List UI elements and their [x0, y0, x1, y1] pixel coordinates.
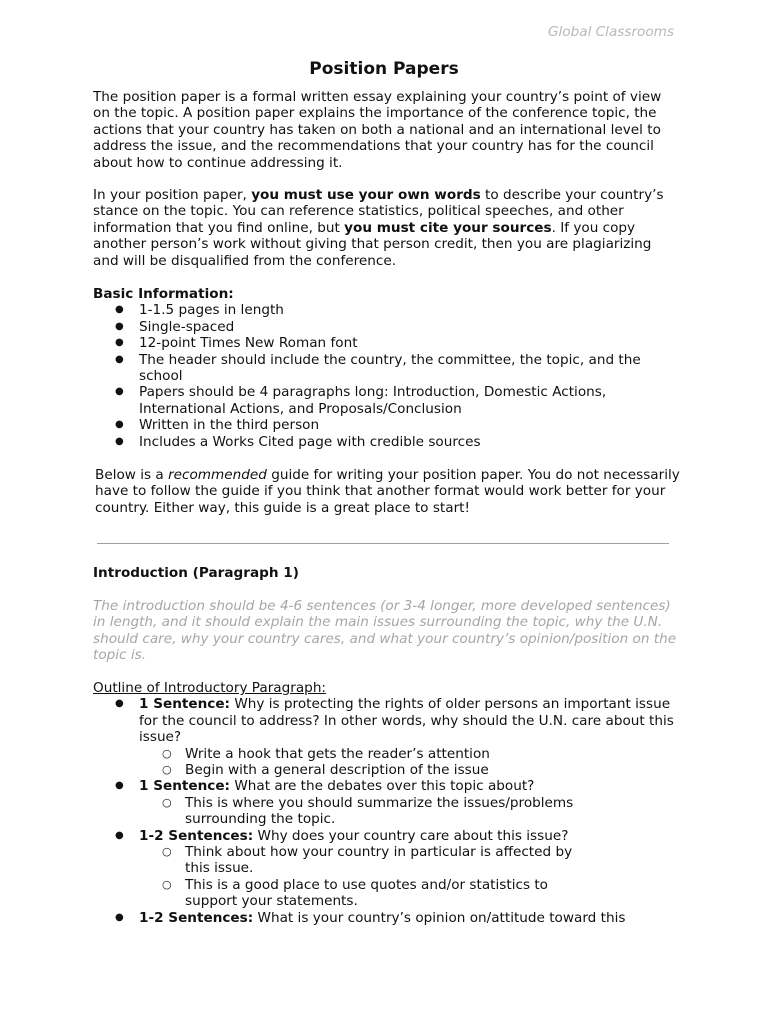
outline-item-text: What are the debates over this topic about?	[230, 778, 535, 795]
sub-item: ○ Begin with a general description of the issue	[139, 762, 679, 778]
page-title: Position Papers	[309, 59, 459, 79]
outline-item	[93, 910, 679, 926]
list-item: ● Written in the third person	[93, 417, 679, 433]
outline-sublist	[139, 844, 679, 910]
own-words-bold-2: you must cite your sources	[344, 219, 552, 236]
header-brand: Global Classrooms	[548, 24, 674, 40]
introduction-heading: Introduction (Paragraph 1)	[93, 565, 299, 581]
sub-item: ○ Write a hook that gets the reader’s attention	[139, 746, 679, 762]
outline-item-label: 1-2 Sentences:	[139, 909, 254, 926]
outline-item-label: 1 Sentence:	[139, 696, 230, 713]
guide-text-2: guide for writing your position paper. You do not necessarily have to follow the guide if you think that another format would work better for your country. Either way, this guide is a great place to start!	[95, 467, 680, 516]
own-words-text-1: In your position paper,	[93, 187, 252, 203]
list-item: ● The header should include the country, the committee, the topic, and the school	[93, 352, 679, 385]
outline-sublist	[139, 746, 679, 779]
basic-info-heading: Basic Information:	[93, 286, 234, 302]
own-words-paragraph	[93, 187, 679, 269]
guide-paragraph	[95, 467, 681, 516]
own-words-bold-1: you must use your own words	[251, 187, 481, 203]
outline-list	[93, 696, 679, 926]
sub-item: ○ Think about how your country in particular is affected by this issue.	[139, 844, 679, 877]
guide-emphasis: recommended	[168, 467, 267, 483]
outline-item-text: Why is protecting the rights of older persons an important issue for the council to address? In other words, why should the U.N. care about this issue?	[139, 696, 674, 746]
outline-item-label: 1 Sentence:	[139, 778, 230, 795]
intro-paragraph: The position paper is a formal written essay explaining your country’s point of view on the topic. A position paper explains the importance of the conference topic, the actions that your country has taken on both a national and an international level to address the issue, and the recommendations that your country has for the council about how to continue addressing it.	[93, 89, 662, 171]
list-item: ● Single-spaced	[93, 319, 679, 335]
outline-item-text: What is your country’s opinion on/attitude toward this	[253, 909, 626, 926]
outline-item	[93, 778, 679, 827]
section-divider	[97, 543, 669, 544]
outline-heading: Outline of Introductory Paragraph:	[93, 680, 327, 696]
outline-section	[93, 680, 679, 926]
sub-item: ○ This is a good place to use quotes and/or statistics to support your statements.	[139, 877, 679, 910]
outline-item-label: 1-2 Sentences:	[139, 827, 254, 844]
list-item: ● 12-point Times New Roman font	[93, 335, 679, 351]
own-words-text-2: to describe your country’s stance on the topic. You can reference statistics, political speeches, and other information that you find online, but	[93, 187, 664, 236]
outline-item	[93, 696, 679, 778]
list-item: ● Includes a Works Cited page with credible sources	[93, 434, 679, 450]
guide-text-1: Below is a	[95, 467, 169, 483]
list-item: ● Papers should be 4 paragraphs long: Introduction, Domestic Actions, International Actions, and Proposals/Conclusion	[93, 384, 679, 417]
own-words-text-3: . If you copy another person’s work without giving that person credit, then you are plagiarizing and will be disqualified from the conference.	[93, 219, 652, 269]
basic-info-list	[93, 302, 679, 450]
list-item: ● 1-1.5 pages in length	[93, 302, 679, 318]
introduction-note: The introduction should be 4-6 sentences (or 3-4 longer, more developed sentences) in length, and it should explain the main issues surrounding the topic, why the U.N. should care, why your country cares, and what your country’s opinion/position on the topic is.	[93, 598, 677, 664]
sub-item: ○ This is where you should summarize the issues/problems surrounding the topic.	[139, 795, 679, 828]
basic-info-section	[93, 286, 679, 450]
outline-item-text: Why does your country care about this issue?	[253, 827, 569, 844]
outline-sublist	[139, 795, 679, 828]
outline-item	[93, 828, 679, 910]
